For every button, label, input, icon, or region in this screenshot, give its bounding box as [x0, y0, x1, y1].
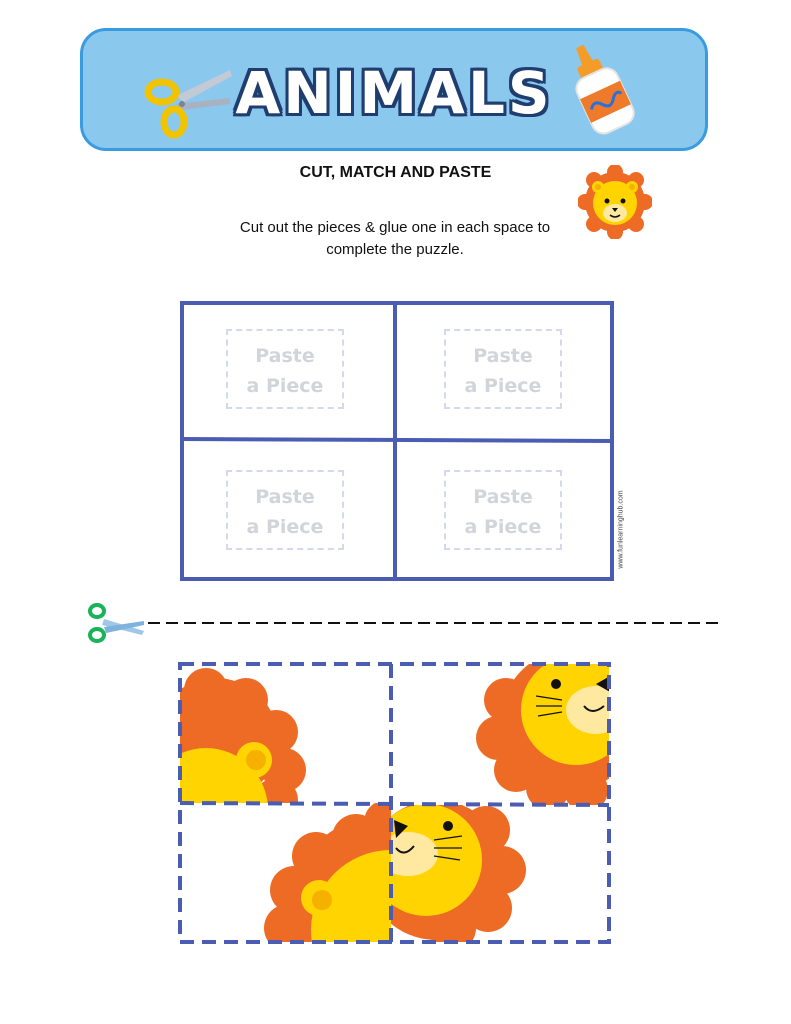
paste-slot-label: a Piece [464, 516, 542, 538]
instructions-line-1: Cut out the pieces & glue one in each space to [239, 219, 551, 236]
puzzle-piece[interactable] [476, 660, 616, 812]
puzzle-piece[interactable] [176, 668, 306, 872]
paste-slot[interactable] [226, 329, 344, 409]
scissors-icon [90, 605, 144, 641]
watermark [616, 486, 626, 576]
paste-slot-label: Paste [255, 345, 315, 367]
paste-slot-label: Paste [473, 345, 533, 367]
paste-slot[interactable] [444, 470, 562, 550]
instructions [210, 217, 580, 261]
scissors-icon [144, 62, 234, 140]
paste-slot-label: a Piece [246, 516, 324, 538]
glue-bottle-icon [560, 40, 640, 140]
cut-line [86, 601, 720, 645]
paste-slot[interactable] [226, 470, 344, 550]
puzzle-pieces [176, 660, 616, 950]
paste-slot-label: Paste [255, 486, 315, 508]
instructions-line-2: complete the puzzle. [326, 241, 464, 258]
paste-slot[interactable] [444, 329, 562, 409]
paste-slot-label: a Piece [464, 375, 542, 397]
paste-slot-label: Paste [473, 486, 533, 508]
watermark-text: www.funlearninghub.com [617, 490, 625, 569]
page-title: ANIMALS [235, 59, 553, 127]
lion-face-icon [578, 165, 652, 239]
paste-slot-label: a Piece [246, 375, 324, 397]
subtitle: CUT, MATCH AND PASTE [299, 164, 492, 181]
